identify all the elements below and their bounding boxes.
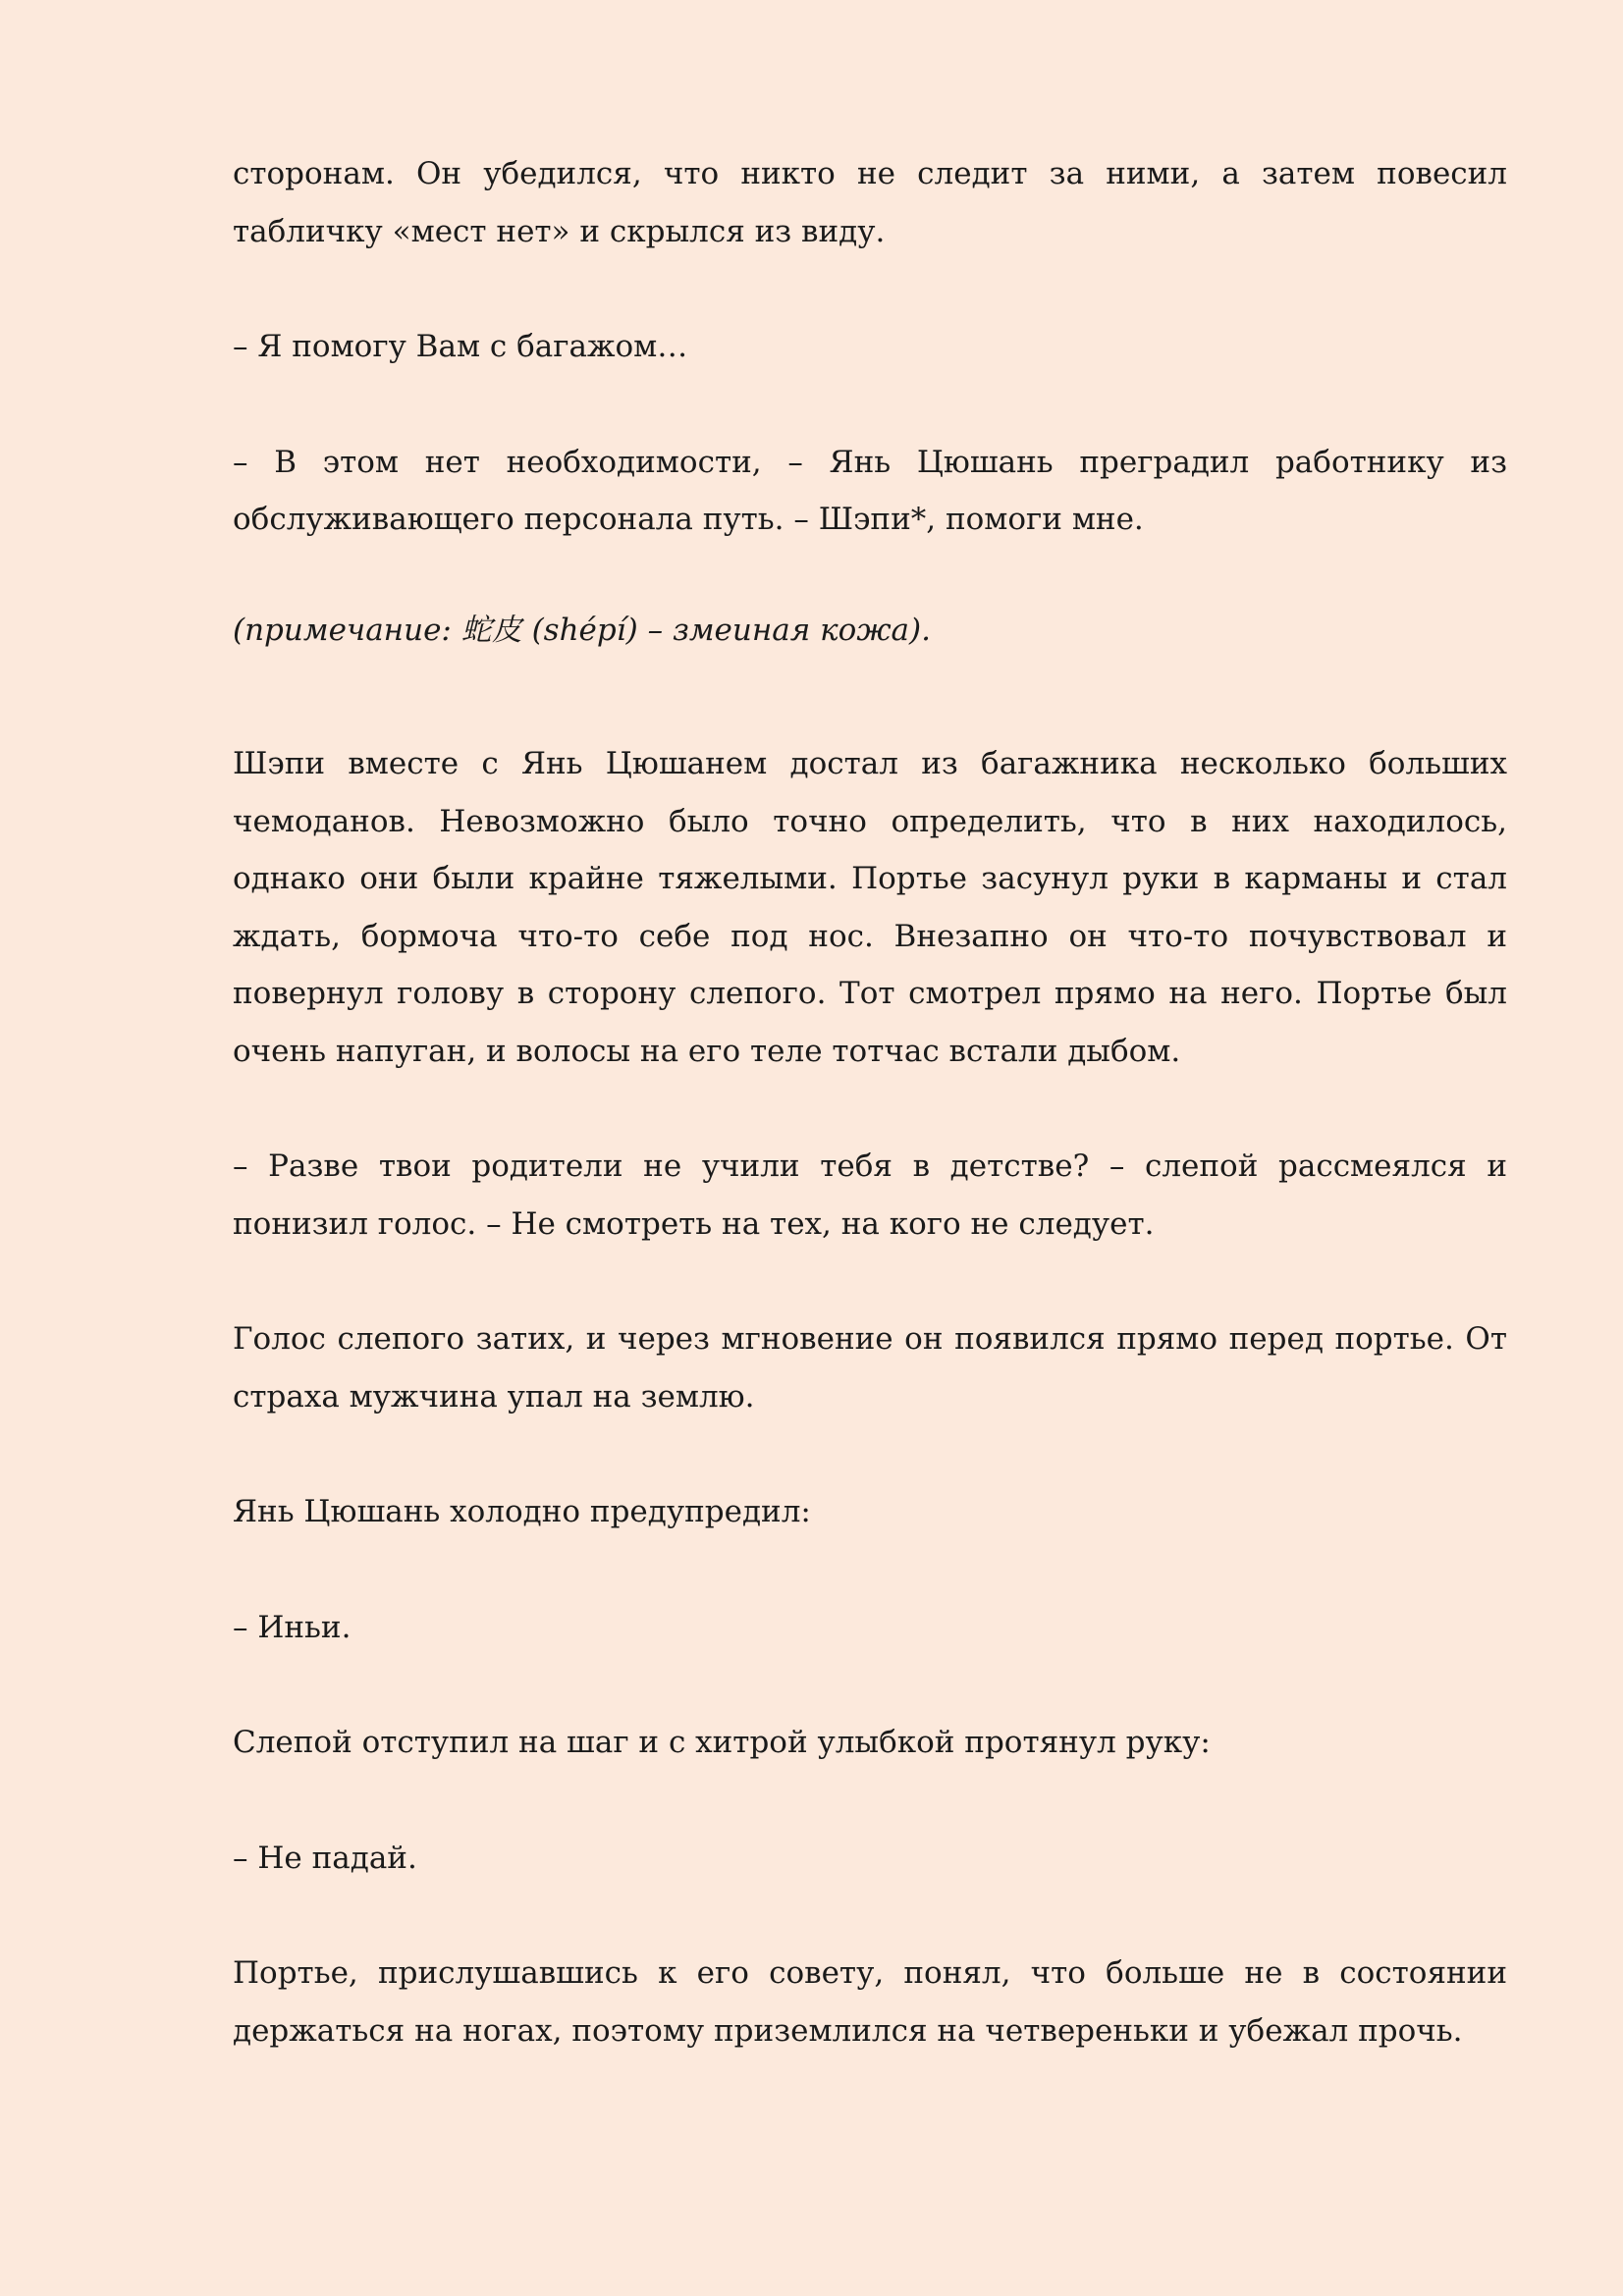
- paragraph: – Я помогу Вам с багажом…: [233, 329, 688, 364]
- paragraph: Голос слепого затих, и через мгновение он появился прямо перед портье. От страха мужчина упал на землю.: [233, 1321, 1507, 1415]
- paragraph: Слепой отступил на шаг и с хитрой улыбкой протянул руку:: [233, 1725, 1211, 1760]
- paragraph: – В этом нет необходимости, – Янь Цюшань преградил работнику из обслуживающего персонала путь. – Шэпи*, помоги мне.: [233, 444, 1507, 537]
- paragraph: – Иньи.: [233, 1609, 352, 1645]
- paragraph: Шэпи вместе с Янь Цюшанем достал из багажника несколько больших чемоданов. Невозможно было точно определить, что в них находилось, однако они были крайне тяжелыми. Портье засунул руки в карманы и стал ждать, бормоча что-то себе под нос. Внезапно он что-то почувствовал и повернул голову в сторону слепого. Тот смотрел прямо на него. Портье был очень напуган, и волосы на его теле тотчас встали дыбом.: [233, 746, 1507, 1069]
- paragraph: Янь Цюшань холодно предупредил:: [233, 1494, 811, 1529]
- document-page: [233, 145, 1507, 2117]
- paragraph: сторонам. Он убедился, что никто не следит за ними, а затем повесил табличку «мест нет» и скрылся из виду.: [233, 156, 1507, 249]
- translator-note: (примечание: 蛇皮 (shépí) – змеиная кожа).: [233, 612, 931, 648]
- paragraph: – Не падай.: [233, 1840, 417, 1876]
- paragraph: Портье, прислушавшись к его совету, понял, что больше не в состоянии держаться на ногах, поэтому приземлился на четвереньки и убежал прочь.: [233, 1955, 1507, 2049]
- paragraph: – Разве твои родители не учили тебя в детстве? – слепой рассмеялся и понизил голос. – Не смотреть на тех, на кого не следует.: [233, 1148, 1507, 1242]
